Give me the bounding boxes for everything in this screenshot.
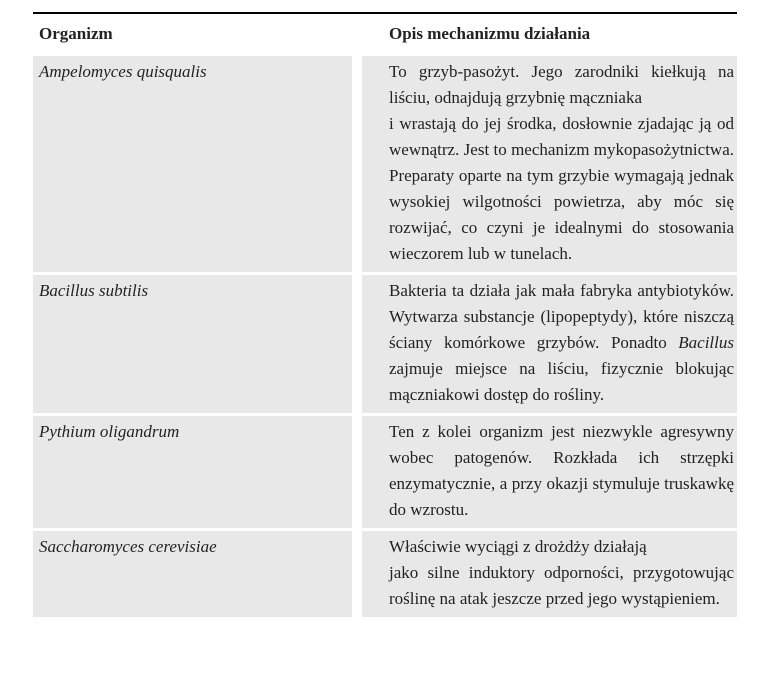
description-text: Bakteria ta działa jak mała fabryka antybiotyków. Wytwarza substancje (lipopeptydy), które niszczą ściany komórkowe grzybów. Ponadto (389, 281, 734, 352)
description-text: Właściwie wyciągi z drożdży działają (389, 537, 647, 556)
description-paragraph (389, 419, 734, 523)
description-paragraph (389, 111, 734, 267)
table-row (33, 56, 737, 272)
header-organism: Organizm (33, 14, 352, 53)
table-row (33, 275, 737, 413)
organism-cell: Saccharomyces cerevisiae (33, 531, 352, 617)
organism-name-inline: Bacillus (678, 333, 734, 352)
organisms-table (33, 12, 737, 617)
table-row (33, 531, 737, 617)
description-text: i wrastają do jej środka, dosłownie zjadając ją od wewnątrz. Jest to mechanizm mykopasożytnictwa. Preparaty oparte na tym grzybie wymagają jednak wysokiej wilgotności powietrza, aby móc się rozwijać, co czyni je idealnymi do stosowania wieczorem lub w tunelach. (389, 114, 734, 263)
description-text: To grzyb-pasożyt. Jego zarodniki kiełkują na liściu, odnajdują grzybnię mączniaka (389, 62, 734, 107)
header-description: Opis mechanizmu działania (362, 14, 737, 53)
description-paragraph (389, 560, 734, 612)
description-cell (362, 531, 737, 617)
description-paragraph (389, 59, 734, 111)
description-text: zajmuje miejsce na liściu, fizycznie blokując mączniakowi dostęp do rośliny. (389, 359, 734, 404)
description-cell (362, 416, 737, 528)
organism-cell: Ampelomyces quisqualis (33, 56, 352, 272)
description-text: jako silne induktory odporności, przygotowując roślinę na atak jeszcze przed jego wystąpieniem. (389, 563, 734, 608)
description-text: Ten z kolei organizm jest niezwykle agresywny wobec patogenów. Rozkłada ich strzępki enzymatycznie, a przy okazji stymuluje truskawkę do wzrostu. (389, 422, 734, 519)
organism-cell: Pythium oligandrum (33, 416, 352, 528)
description-cell (362, 56, 737, 272)
description-paragraph (389, 278, 734, 408)
table-row (33, 416, 737, 528)
description-paragraph (389, 534, 734, 560)
organism-cell: Bacillus subtilis (33, 275, 352, 413)
table-header-row (33, 14, 737, 53)
description-cell (362, 275, 737, 413)
table-body (33, 56, 737, 617)
